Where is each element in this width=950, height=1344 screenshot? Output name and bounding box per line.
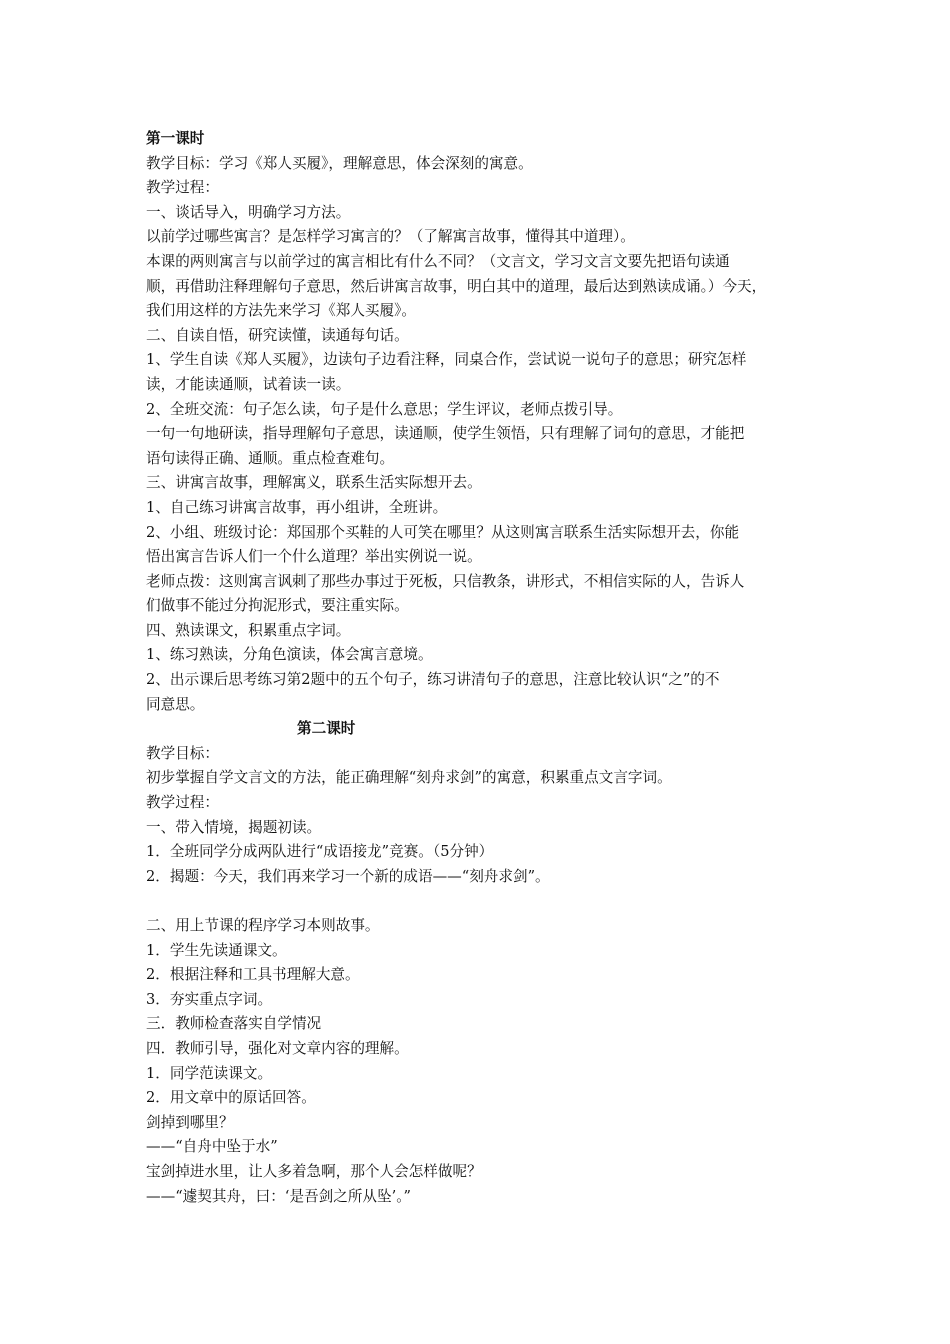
text-line: 剑掉到哪里？: [146, 1113, 234, 1131]
text-line: ——“自舟中坠于水”: [146, 1138, 278, 1156]
text-line: 一、谈话导入，明确学习方法。: [146, 203, 351, 221]
text-line: 1、练习熟读，分角色演读，体会寓言意境。: [146, 646, 433, 664]
text-line: 2、全班交流：句子怎么读，句子是什么意思；学生评议，老师点拨引导。: [146, 400, 623, 418]
text-line: 同意思。: [146, 695, 205, 713]
section-heading: 第二课时: [297, 720, 356, 738]
text-line: 我们用这样的方法先来学习《郑人买履》。: [146, 302, 416, 320]
text-line: 本课的两则寓言与以前学过的寓言相比有什么不同？（文言文，学习文言文要先把语句读通: [146, 252, 730, 270]
text-line: 2、出示课后思考练习第2题中的五个句子，练习讲清句子的意思，注意比较认识“之”的不: [146, 671, 720, 689]
text-line: 老师点拨：这则寓言讽刺了那些办事过于死板，只信教条，讲形式，不相信实际的人，告诉人: [146, 572, 745, 590]
lesson-plan-text: [146, 127, 812, 1209]
text-line: 1、自己练习讲寓言故事，再小组讲，全班讲。: [146, 498, 448, 516]
text-line: 一、带入情境，揭题初读。: [146, 818, 322, 836]
text-line: 教学目标：: [146, 744, 219, 762]
text-line: 以前学过哪些寓言？是怎样学习寓言的？（了解寓言故事，懂得其中道理）。: [146, 228, 635, 246]
text-line: 3．夯实重点字词。: [146, 990, 273, 1008]
text-line: 2．根据注释和工具书理解大意。: [146, 966, 360, 984]
text-line: 1．全班同学分成两队进行“成语接龙”竞赛。（5分钟）: [146, 843, 494, 861]
text-line: 三、讲寓言故事，理解寓义，联系生活实际想开去。: [146, 474, 482, 492]
text-line: 语句读得正确、通顺。重点检查难句。: [146, 449, 395, 467]
text-line: 2．用文章中的原话回答。: [146, 1089, 316, 1107]
text-line: 1．学生先读通课文。: [146, 941, 287, 959]
text-line: 三．教师检查落实自学情况: [146, 1015, 322, 1033]
text-line: 二、用上节课的程序学习本则故事。: [146, 917, 380, 934]
text-line: 二、自读自悟，研究读懂，读通每句话。: [146, 326, 409, 344]
text-line: 悟出寓言告诉人们一个什么道理？举出实例说一说。: [146, 548, 482, 566]
blank-line: [146, 889, 812, 914]
text-line: 顺，再借助注释理解句子意思，然后讲寓言故事，明白其中的道理，最后达到熟读成诵。）今天，: [146, 277, 767, 295]
text-line: 宝剑掉进水里，让人多着急啊，那个人会怎样做呢？: [146, 1162, 482, 1180]
text-line: 们做事不能过分拘泥形式，要注重实际。: [146, 597, 409, 615]
text-line: 读，才能读通顺，试着读一读。: [146, 375, 351, 393]
text-line: 四．教师引导，强化对文章内容的理解。: [146, 1039, 409, 1057]
text-line: 教学过程：: [146, 179, 219, 197]
text-line: 教学过程：: [146, 794, 219, 812]
text-line: 四、熟读课文，积累重点字词。: [146, 621, 351, 639]
text-line: ——“遽契其舟，曰：‘是吾剑之所从坠’。”: [146, 1187, 411, 1205]
text-line: 教学目标：学习《郑人买履》，理解意思，体会深刻的寓意。: [146, 154, 533, 172]
text-line: 初步掌握自学文言文的方法，能正确理解“刻舟求剑”的寓意，积累重点文言字词。: [146, 769, 672, 787]
text-line: 2．揭题：今天，我们再来学习一个新的成语——“刻舟求剑”。: [146, 867, 550, 885]
text-line: 1、学生自读《郑人买履》，边读句子边看注释，同桌合作，尝试说一说句子的意思；研究怎样: [146, 351, 747, 369]
text-line: 1．同学范读课文。: [146, 1064, 273, 1082]
section-heading: 第一课时: [146, 130, 205, 147]
text-line: 2、小组、班级讨论：郑国那个买鞋的人可笑在哪里？从这则寓言联系生活实际想开去，你能: [146, 523, 740, 541]
text-line: 一句一句地研读，指导理解句子意思，读通顺，使学生领悟，只有理解了词句的意思，才能把: [146, 425, 745, 443]
